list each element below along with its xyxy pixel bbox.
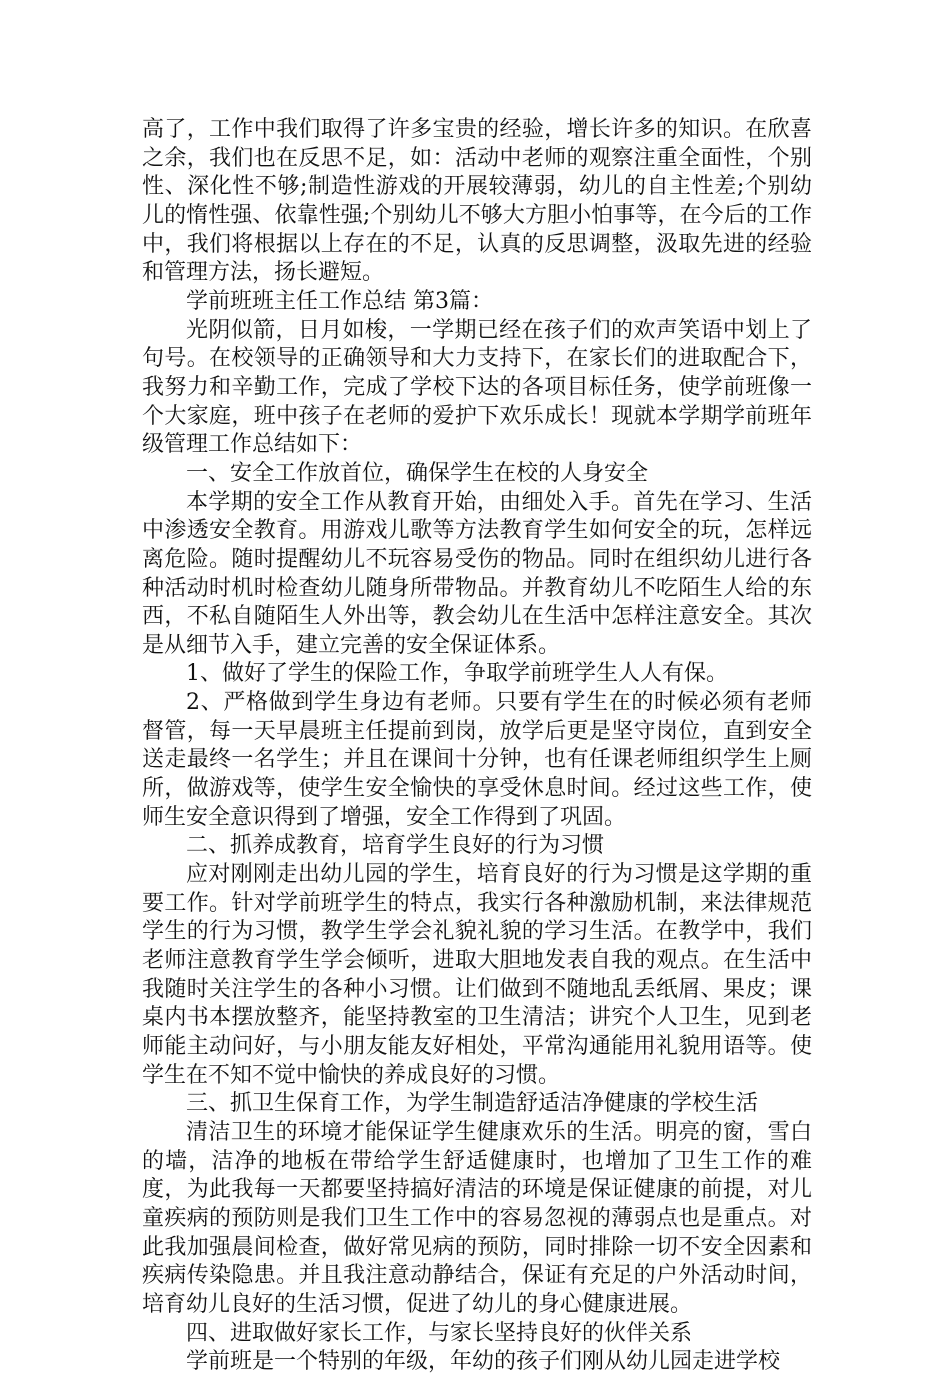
body-paragraph: 高了，工作中我们取得了许多宝贵的经验，增长许多的知识。在欣喜之余，我们也在反思不足，如：活动中老师的观察注重全面性，个别性、深化性不够;制造性游戏的开展较薄弱，幼儿的自主性差;个别幼儿的惰性强、依靠性强;个别幼儿不够大方胆小怕事等，在今后的工作中，我们将根据以上存在的不足，认真的反思调整，汲取先进的经验和管理方法，扬长避短。 xyxy=(142,117,812,286)
section-heading: 一、安全工作放首位，确保学生在校的人身安全 xyxy=(186,460,649,486)
document-page xyxy=(142,116,812,1377)
section-title: 学前班班主任工作总结 第3篇： xyxy=(186,288,493,314)
section-heading: 二、抓养成教育，培育学生良好的行为习惯 xyxy=(186,833,605,859)
body-paragraph: 学前班是一个特别的年级，年幼的孩子们刚从幼儿园走进学校 xyxy=(186,1349,781,1375)
section-heading: 三、抓卫生保育工作，为学生制造舒适洁净健康的学校生活 xyxy=(186,1091,759,1117)
body-paragraph: 光阴似箭，日月如梭，一学期已经在孩子们的欢声笑语中划上了句号。在校领导的正确领导和大力支持下，在家长们的进取配合下，我努力和辛勤工作，完成了学校下达的各项目标任务，使学前班像一个大家庭，班中孩子在老师的爱护下欢乐成长！现就本学期学前班年级管理工作总结如下： xyxy=(142,317,812,458)
body-paragraph: 清洁卫生的环境才能保证学生健康欢乐的生活。明亮的窗，雪白的墙，洁净的地板在带给学生舒适健康时，也增加了卫生工作的难度，为此我每一天都要坚持搞好清洁的环境是保证健康的前提，对儿童疾病的预防则是我们卫生工作中的容易忽视的薄弱点也是重点。对此我加强晨间检查，做好常见病的预防，同时排除一切不安全因素和疾病传染隐患。并且我注意动静结合，保证有充足的户外活动时间，培育幼儿良好的生活习惯，促进了幼儿的身心健康进展。 xyxy=(142,1119,812,1317)
body-paragraph: 应对刚刚走出幼儿园的学生，培育良好的行为习惯是这学期的重要工作。针对学前班学生的特点，我实行各种激励机制，来法律规范学生的行为习惯，教学生学会礼貌礼貌的学习生活。在教学中，我们老师注意教育学生学会倾听，进取大胆地发表自我的观点。在生活中我随时关注学生的各种小习惯。让们做到不随地乱丢纸屑、果皮；课桌内书本摆放整齐，能坚持教室的卫生清洁；讲究个人卫生，见到老师能主动问好，与小朋友能友好相处，平常沟通能用礼貌用语等。使学生在不知不觉中愉快的养成良好的习惯。 xyxy=(142,862,812,1088)
list-item: 1、做好了学生的保险工作，争取学前班学生人人有保。 xyxy=(186,661,728,687)
section-heading: 四、进取做好家长工作，与家长坚持良好的伙伴关系 xyxy=(186,1320,693,1346)
body-paragraph: 本学期的安全工作从教育开始，由细处入手。首先在学习、生活中渗透安全教育。用游戏儿歌等方法教育学生如何安全的玩，怎样远离危险。随时提醒幼儿不玩容易受伤的物品。同时在组织幼儿进行各种活动时机时检查幼儿随身所带物品。并教育幼儿不吃陌生人给的东西，不私自随陌生人外出等，教会幼儿在生活中怎样注意安全。其次是从细节入手，建立完善的安全保证体系。 xyxy=(142,489,812,658)
list-item: 2、严格做到学生身边有老师。只要有学生在的时候必须有老师督管，每一天早晨班主任提前到岗，放学后更是坚守岗位，直到安全送走最终一名学生；并且在课间十分钟，也有任课老师组织学生上厕所，做游戏等，使学生安全愉快的享受休息时间。经过这些工作，使师生安全意识得到了增强，安全工作得到了巩固。 xyxy=(142,690,812,830)
